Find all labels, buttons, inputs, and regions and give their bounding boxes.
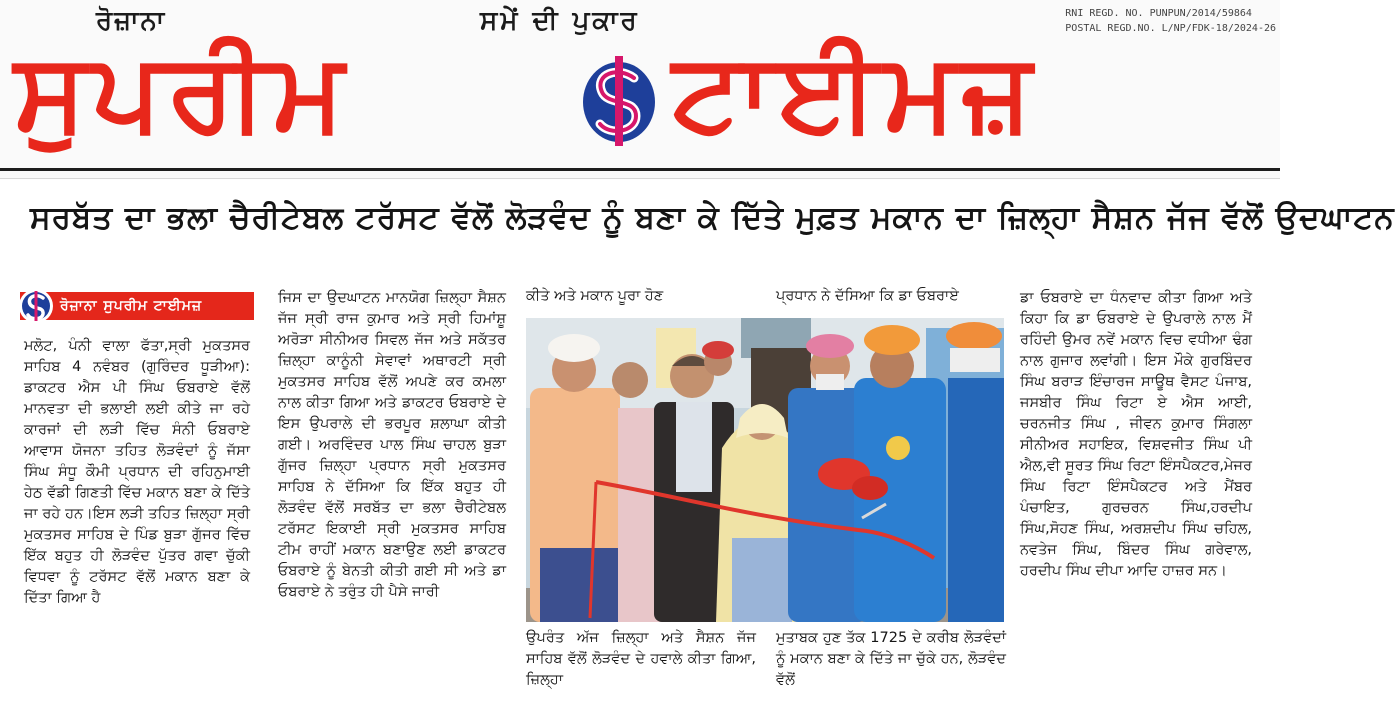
masthead-title-left: ਸੁਪਰੀਮ: [14, 30, 351, 155]
postal-number: POSTAL REGD.NO. L/NP/FDK-18/2024-26: [1065, 23, 1276, 34]
ribbon-cutting-photo-icon: [526, 318, 1004, 622]
byline-logo-icon: [18, 288, 54, 324]
masthead-divider: [0, 168, 1280, 171]
article-column-5: ਡਾ ਓਬਰਾਏ ਦਾ ਧੰਨਵਾਦ ਕੀਤਾ ਗਿਆ ਅਤੇ ਕਿਹਾ ਕਿ ਡਾ ਓਬਰਾਏ ਦੇ ਉਪਰਾਲੇ ਨਾਲ ਮੈਂ ਰਹਿੰਦੀ ਉਮਰ ਨਵੇਂ ਮਕਾਨ ਵਿਚ ਵਧੀਆ ਢੰਗ ਨਾਲ ਗੁਜਾਰ ਲਵਾਂਗੀ। ਇਸ ਮੌਕੇ ਗੁਰਬਿੰਦਰ ਸਿੰਘ ਬਰਾੜ ਇੰਚਾਰਜ ਸਾਊਥ ਵੈਸਟ ਪੰਜਾਬ, ਜਸਬੀਰ ਸਿੰਘ ਰਿਟਾ ਏ ਐਸ ਆਈ, ਚਰਨਜੀਤ ਸਿੰਘ , ਜੀਵਨ ਕੁਮਾਰ ਸਿੰਗਲਾ ਸੀਨੀਅਰ ਸਹਾਇਕ, ਵਿਸ਼ਵਜੀਤ ਸਿੰਘ ਪੀ ਐਲ,ਵੀ ਸੂਰਤ ਸਿੰਘ ਰਿਟਾ ਇੰਸਪੈਕਟਰ,ਮੇਜਰ ਸਿੰਘ ਰਿਟਾ ਇੰਸਪੈਕਟਰ ਅਤੇ ਮੈਂਬਰ ਪੰਚਾਇਤ, ਗੁਰਚਰਨ ਸਿੰਘ,ਹਰਦੀਪ ਸਿੰਘ,ਸੋਹਣ ਸਿੰਘ, ਅਰਸ਼ਦੀਪ ਸਿੰਘ ਚਹਿਲ, ਨਵਤੇਜ ਸਿੰਘ, ਬਿੰਦਰ ਸਿੰਘ ਗਰੇਵਾਲ, ਹਰਦੀਪ ਸਿੰਘ ਦੀਪਾ ਆਦਿ ਹਾਜ਼ਰ ਸਨ।: [1020, 290, 1252, 579]
byline-text: ਰੋਜ਼ਾਨਾ ਸੁਪਰੀਮ ਟਾਈਮਜ਼: [60, 298, 203, 314]
supreme-times-logo-icon: [578, 52, 660, 148]
ribbon-cutting-photo: [526, 318, 1004, 622]
rni-number: RNI REGD. NO. PUNPUN/2014/59864: [1065, 8, 1252, 19]
registration-info: [1065, 6, 1276, 36]
masthead-title-right: ਟਾਈਮਜ਼: [672, 30, 1038, 155]
article-column-2: ਜਿਸ ਦਾ ਉਦਘਾਟਨ ਮਾਨਯੋਗ ਜ਼ਿਲ੍ਹਾ ਸੈਸ਼ਨ ਜੱਜ ਸ੍ਰੀ ਰਾਜ ਕੁਮਾਰ ਅਤੇ ਸ੍ਰੀ ਹਿਮਾਂਸ਼ੂ ਅਰੋੜਾ ਸੀਨੀਅਰ ਸਿਵਲ ਜੱਜ ਅਤੇ ਸਕੱਤਰ ਜ਼ਿਲ੍ਹਾ ਕਾਨੂੰਨੀ ਸੇਵਾਵਾਂ ਅਥਾਰਟੀ ਸ੍ਰੀ ਮੁਕਤਸਰ ਸਾਹਿਬ ਵੱਲੋਂ ਅਪਣੇ ਕਰ ਕਮਲਾ ਨਾਲ ਕੀਤਾ ਗਿਆ ਅਤੇ ਡਾਕਟਰ ਓਬਰਾਏ ਦੇ ਇਸ ਉਪਰਾਲੇ ਦੀ ਭਰਪੂਰ ਸ਼ਲਾਘਾ ਕੀਤੀ ਗਈ। ਅਰਵਿੰਦਰ ਪਾਲ ਸਿੰਘ ਚਾਹਲ ਬੁੜਾ ਗੁੱਜਰ ਜ਼ਿਲ੍ਹਾ ਪ੍ਰਧਾਨ ਸ੍ਰੀ ਮੁਕਤਸਰ ਸਾਹਿਬ ਨੇ ਦੱਸਿਆ ਕਿ ਇੱਕ ਬਹੁਤ ਹੀ ਲੋੜਵੰਦ ਵੱਲੋਂ ਸਰਬੱਤ ਦਾ ਭਲਾ ਚੈਰੀਟੇਬਲ ਟਰੱਸਟ ਇਕਾਈ ਸ੍ਰੀ ਮੁਕਤਸਰ ਸਾਹਿਬ ਟੀਮ ਰਾਹੀਂ ਮਕਾਨ ਬਣਾਉਣ ਲਈ ਡਾਕਟਰ ਓਬਰਾਏ ਨੂੰ ਬੇਨਤੀ ਕੀਤੀ ਗਈ ਸੀ ਅਤੇ ਡਾ ਓਬਰਾਏ ਨੇ ਤਰੁੰਤ ਹੀ ਪੈਸੇ ਜਾਰੀ: [278, 290, 506, 600]
article-column-1: ਮਲੋਟ, ਪੰਨੀ ਵਾਲਾ ਫੱਤਾ,ਸ੍ਰੀ ਮੁਕਤਸਰ ਸਾਹਿਬ 4 ਨਵੰਬਰ (ਗੁਰਿੰਦਰ ਧੂੜੀਆ): ਡਾਕਟਰ ਐਸ ਪੀ ਸਿੰਘ ਓਬਰਾਏ ਵੱਲੋਂ ਮਾਨਵਤਾ ਦੀ ਭਲਾਈ ਲਈ ਕੀਤੇ ਜਾ ਰਹੇ ਕਾਰਜਾਂ ਦੀ ਲੜੀ ਵਿੱਚ ਸੰਨੀ ਓਬਰਾਏ ਆਵਾਸ ਯੋਜਨਾ ਤਹਿਤ ਲੋੜਵੰਦਾਂ ਨੂੰ ਜੱਸਾ ਸਿੰਘ ਸੰਧੂ ਕੌਮੀ ਪ੍ਰਧਾਨ ਦੀ ਰਹਿਨੁਮਾਈ ਹੇਠ ਵੱਡੀ ਗਿਣਤੀ ਵਿੱਚ ਮਕਾਨ ਬਣਾ ਕੇ ਦਿੱਤੇ ਜਾ ਰਹੇ ਹਨ।ਇਸ ਲੜੀ ਤਹਿਤ ਜ਼ਿਲ੍ਹਾ ਸ੍ਰੀ ਮੁਕਤਸਰ ਸਾਹਿਬ ਦੇ ਪਿੰਡ ਬੁੜਾ ਗੁੱਜਰ ਵਿੱਚ ਇੱਕ ਬਹੁਤ ਹੀ ਲੋੜਵੰਦ ਪੁੱਤਰ ਗਵਾ ਚੁੱਕੀ ਵਿਧਵਾ ਨੂੰ ਟਰੱਸਟ ਵੱਲੋਂ ਮਕਾਨ ਬਣਾ ਕੇ ਦਿੱਤਾ ਗਿਆ ਹੈ: [24, 338, 250, 606]
article-column-4-bottom: ਮੁਤਾਬਕ ਹੁਣ ਤੱਕ 1725 ਦੇ ਕਰੀਬ ਲੋੜਵੰਦਾਂ ਨੂੰ ਮਕਾਨ ਬਣਾ ਕੇ ਦਿੱਤੇ ਜਾ ਚੁੱਕੇ ਹਨ, ਲੋੜਵੰਦ ਵੱਲੋਂ: [776, 630, 1006, 688]
article-column-4-top: ਪ੍ਰਧਾਨ ਨੇ ਦੱਸਿਆ ਕਿ ਡਾ ਓਬਰਾਏ: [776, 288, 959, 304]
masthead-daily-label: ਰੋਜ਼ਾਨਾ: [96, 6, 167, 36]
article-column-3-bottom: ਉਪਰੰਤ ਅੱਜ ਜ਼ਿਲ੍ਹਾ ਅਤੇ ਸੈਸ਼ਨ ਜੱਜ ਸਾਹਿਬ ਵੱਲੋਂ ਲੋੜਵੰਦ ਦੇ ਹਵਾਲੇ ਕੀਤਾ ਗਿਆ, ਜ਼ਿਲ੍ਹਾ: [526, 630, 756, 688]
article-column-3-top: ਕੀਤੇ ਅਤੇ ਮਕਾਨ ਪੂਰਾ ਹੋਣ: [526, 288, 664, 304]
byline-banner: [20, 292, 254, 320]
masthead-tagline: ਸਮੇਂ ਦੀ ਪੁਕਾਰ: [480, 6, 640, 36]
masthead: [0, 0, 1280, 179]
article-headline: ਸਰਬੱਤ ਦਾ ਭਲਾ ਚੈਰੀਟੇਬਲ ਟਰੱਸਟ ਵੱਲੋਂ ਲੋੜਵੰਦ ਨੂੰ ਬਣਾ ਕੇ ਦਿੱਤੇ ਮੁਫ਼ਤ ਮਕਾਨ ਦਾ ਜ਼ਿਲ੍ਹਾ ਸੈਸ਼ਨ ਜੱਜ ਵੱਲੋਂ ਉਦਘਾਟਨ: [30, 200, 1395, 236]
